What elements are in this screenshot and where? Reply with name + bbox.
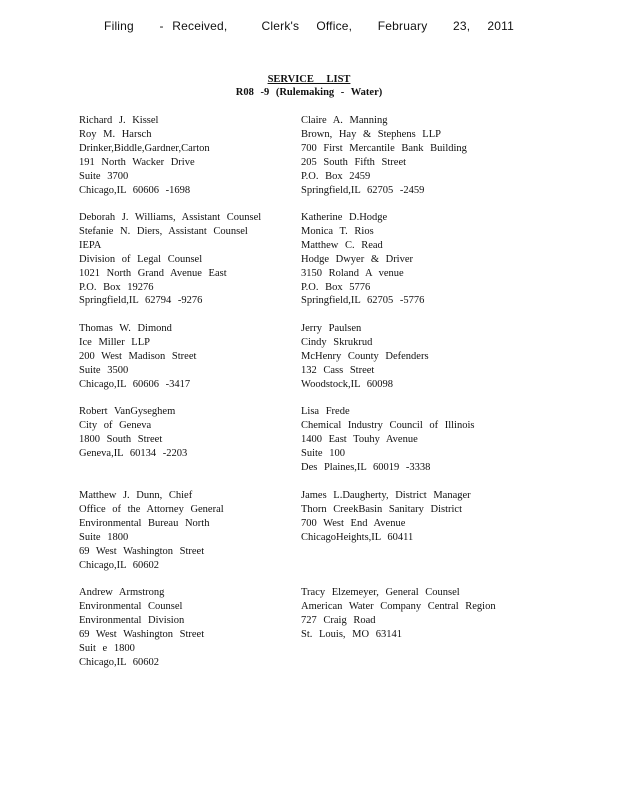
entry-line: P.O. Box 19276 — [79, 281, 154, 293]
service-entry — [301, 586, 496, 642]
entry-line: Suite 3700 — [79, 170, 129, 182]
entry-line: 200 West Madison Street — [79, 350, 197, 362]
entry-line: Robert VanGyseghem — [79, 406, 176, 417]
entry-line: Thorn CreekBasin Sanitary District — [301, 503, 463, 515]
entry-line: Brown, Hay & Stephens LLP — [301, 128, 441, 140]
entry-line: Suite 1800 — [79, 531, 129, 543]
entry-line: Hodge Dwyer & Driver — [301, 253, 414, 265]
entry-line: 69 West Washington Street — [79, 628, 205, 640]
entry-line: Jerry Paulsen — [301, 323, 362, 334]
entry-line: Andrew Armstrong — [79, 587, 165, 598]
entry-line: ChicagoHeights,IL 60411 — [301, 531, 414, 543]
service-list-title — [0, 73, 618, 99]
entry-line: 1021 North Grand Avenue East — [79, 267, 227, 279]
entry-line: James L.Daugherty, District Manager — [301, 490, 471, 501]
entry-line: Suite 3500 — [79, 364, 129, 376]
entry-line: Drinker,Biddle,Gardner,Carton — [79, 142, 210, 154]
entry-line: St. Louis, MO 63141 — [301, 628, 402, 640]
title-line-docket: R08 -9 (Rulemaking - Water) — [235, 87, 383, 98]
entry-line: Woodstock,IL 60098 — [301, 378, 394, 390]
entry-line: Chicago,IL 60602 — [79, 656, 160, 668]
service-entry — [79, 114, 210, 197]
entry-line: 700 First Mercantile Bank Building — [301, 142, 467, 154]
service-entry — [79, 405, 187, 461]
entry-line: Des Plaines,IL 60019 -3338 — [301, 461, 431, 473]
entry-line: Stefanie N. Diers, Assistant Counsel — [79, 225, 248, 237]
entry-line: 727 Craig Road — [301, 614, 376, 626]
entry-line: 1400 East Touhy Avenue — [301, 433, 418, 445]
entry-line: 191 North Wacker Drive — [79, 156, 195, 168]
entry-line: Environmental Counsel — [79, 600, 183, 612]
entry-line: Suite 100 — [301, 447, 345, 459]
entry-line: 69 West Washington Street — [79, 545, 205, 557]
entry-line: 1800 South Street — [79, 433, 163, 445]
entry-line: Tracy Elzemeyer, General Counsel — [301, 587, 460, 598]
entry-line: Monica T. Rios — [301, 225, 374, 237]
entry-line: Matthew J. Dunn, Chief — [79, 490, 193, 501]
service-entry — [301, 322, 429, 392]
entry-line: Katherine D.Hodge — [301, 212, 388, 223]
entry-line: Matthew C. Read — [301, 239, 383, 251]
entry-line: Office of the Attorney General — [79, 503, 224, 515]
entry-line: Claire A. Manning — [301, 115, 388, 126]
entry-line: Springfield,IL 62705 -5776 — [301, 295, 425, 307]
service-entry — [79, 322, 196, 392]
entry-line: Environmental Division — [79, 614, 185, 626]
entry-line: Chicago,IL 60602 — [79, 559, 160, 571]
entry-line: Chicago,IL 60606 -1698 — [79, 184, 191, 196]
entry-line: Ice Miller LLP — [79, 336, 150, 348]
entry-line: IEPA — [79, 239, 102, 251]
entry-line: Environmental Bureau North — [79, 517, 210, 529]
title-line-service-list: SERVICE LIST — [267, 74, 351, 85]
entry-line: Chemical Industry Council of Illinois — [301, 419, 475, 431]
entry-line: Springfield,IL 62705 -2459 — [301, 184, 425, 196]
entry-line: Division of Legal Counsel — [79, 253, 203, 265]
entry-line: P.O. Box 2459 — [301, 170, 371, 182]
entry-line: P.O. Box 5776 — [301, 281, 371, 293]
entry-line: Chicago,IL 60606 -3417 — [79, 378, 191, 390]
entry-line: Deborah J. Williams, Assistant Counsel — [79, 212, 262, 223]
entry-line: City of Geneva — [79, 419, 152, 431]
entry-line: American Water Company Central Region — [301, 600, 496, 612]
service-entry — [79, 211, 261, 308]
service-entry — [79, 489, 224, 572]
entry-line: Richard J. Kissel — [79, 115, 159, 126]
filing-stamp-header: Filing - Received, Clerk's Office, February 23, 2011 — [104, 19, 514, 33]
entry-line: Thomas W. Dimond — [79, 323, 172, 334]
service-entry — [79, 586, 204, 669]
service-entry — [301, 405, 474, 475]
entry-line: Cindy Skrukrud — [301, 336, 373, 348]
service-entry — [301, 489, 471, 545]
entry-line: 205 South Fifth Street — [301, 156, 407, 168]
entry-line: Roy M. Harsch — [79, 128, 152, 140]
entry-line: Suit e 1800 — [79, 642, 135, 654]
entry-line: Springfield,IL 62794 -9276 — [79, 295, 203, 307]
entry-line: 700 West End Avenue — [301, 517, 406, 529]
service-entry — [301, 211, 424, 308]
service-entry — [301, 114, 467, 197]
entry-line: Lisa Frede — [301, 406, 350, 417]
entry-line: 132 Cass Street — [301, 364, 375, 376]
entry-line: McHenry County Defenders — [301, 350, 429, 362]
entry-line: 3150 Roland A venue — [301, 267, 404, 279]
entry-line: Geneva,IL 60134 -2203 — [79, 447, 188, 459]
